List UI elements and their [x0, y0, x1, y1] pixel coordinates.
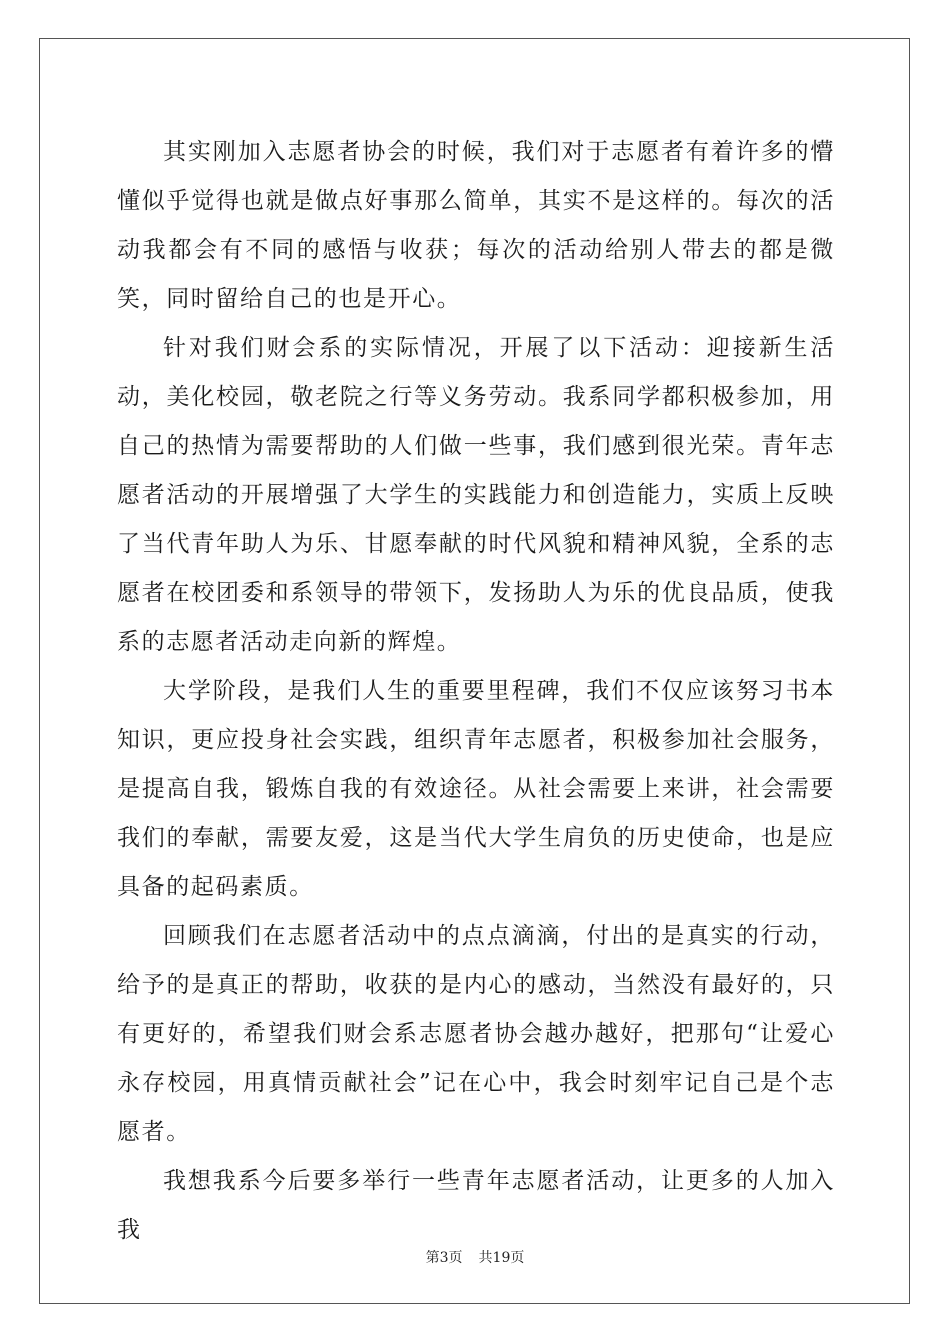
page-total: 共19页	[478, 1250, 525, 1266]
page-number: 第3页	[425, 1250, 463, 1266]
paragraph-2: 针对我们财会系的实际情况，开展了以下活动：迎接新生活动，美化校园，敬老院之行等义务劳动。我系同学都积极参加，用自己的热情为需要帮助的人们做一些事，我们感到很光荣。青年志愿者活动的开展增强了大学生的实践能力和创造能力，实质上反映了当代青年助人为乐、甘愿奉献的时代风貌和精神风貌，全系的志愿者在校团委和系领导的带领下，发扬助人为乐的优良品质，使我系的志愿者活动走向新的辉煌。	[117, 335, 835, 655]
document-body	[117, 128, 835, 1255]
paragraph-5: 我想我系今后要多举行一些青年志愿者活动，让更多的人加入我	[117, 1168, 835, 1243]
paragraph-1: 其实刚加入志愿者协会的时候，我们对于志愿者有着许多的懵懂似乎觉得也就是做点好事那么简单，其实不是这样的。每次的活动我都会有不同的感悟与收获；每次的活动给别人带去的都是微笑，同时留给自己的也是开心。	[117, 139, 835, 312]
paragraph-3: 大学阶段，是我们人生的重要里程碑，我们不仅应该努习书本知识，更应投身社会实践，组织青年志愿者，积极参加社会服务，是提高自我，锻炼自我的有效途径。从社会需要上来讲，社会需要我们的奉献，需要友爱，这是当代大学生肩负的历史使命，也是应具备的起码素质。	[117, 678, 835, 900]
page-footer	[0, 1247, 950, 1267]
paragraph-4: 回顾我们在志愿者活动中的点点滴滴，付出的是真实的行动，给予的是真正的帮助，收获的是内心的感动，当然没有最好的，只有更好的，希望我们财会系志愿者协会越办越好，把那句“让爱心永存校园，用真情贡献社会”记在心中，我会时刻牢记自己是个志愿者。	[117, 923, 835, 1145]
